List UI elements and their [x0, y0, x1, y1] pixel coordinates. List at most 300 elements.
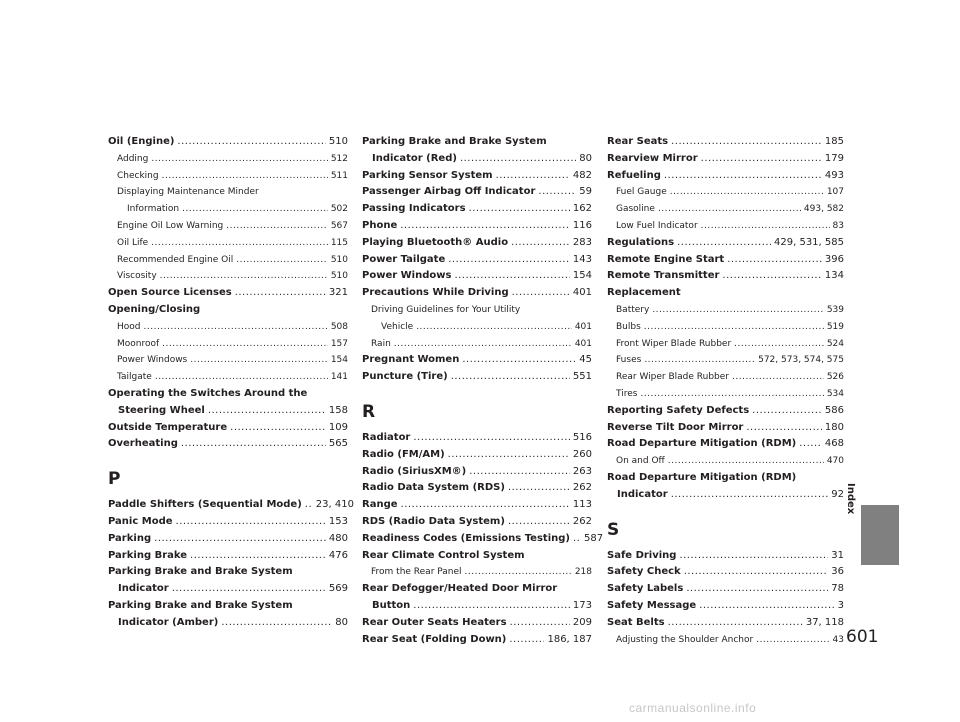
entry-term: Fuel Gauge — [616, 187, 667, 198]
index-subentry — [607, 453, 844, 470]
page-reference: 539 — [826, 304, 844, 315]
index-entry — [362, 615, 592, 632]
leader-dots — [679, 548, 828, 565]
entry-term: Replacement — [607, 287, 681, 299]
page-reference: 321 — [328, 287, 348, 299]
entry-term: Parking Brake and Brake System — [362, 136, 547, 147]
page-reference: 262 — [572, 515, 592, 527]
page-reference: 180 — [824, 421, 844, 433]
leader-dots — [460, 151, 576, 168]
entry-term: Tires — [616, 388, 638, 399]
entry-term: Tailgate — [117, 372, 152, 383]
entry-term: Seat Belts — [607, 616, 665, 628]
entry-term: Road Departure Mitigation (RDM) — [607, 438, 797, 450]
entry-term: Radio (FM/AM) — [362, 448, 445, 460]
entry-term: Puncture (Tire) — [362, 371, 448, 383]
page-reference: 587 — [583, 532, 604, 544]
leader-dots — [155, 369, 328, 386]
entry-term: Engine Oil Low Warning — [117, 220, 224, 231]
entry-term: Rear Defogger/Heated Door Mirror — [362, 583, 558, 595]
leader-dots — [154, 531, 326, 548]
page-reference: 476 — [328, 549, 348, 561]
entry-term-continued: Information — [127, 204, 180, 215]
index-entry — [607, 134, 844, 151]
entry-term-continued: Steering Wheel — [118, 404, 205, 416]
entry-term: Playing Bluetooth® Audio — [362, 236, 509, 248]
index-entry — [362, 480, 592, 497]
index-subentry — [607, 302, 844, 319]
leader-dots — [658, 201, 801, 218]
entry-term: Parking Brake and Brake System — [108, 566, 293, 578]
index-subentry — [607, 218, 844, 235]
index-entry — [607, 268, 844, 285]
entry-term: Power Windows — [117, 355, 188, 366]
page-reference: 260 — [572, 448, 592, 460]
entry-term: Passenger Airbag Off Indicator — [362, 186, 536, 198]
page-reference: 162 — [572, 203, 592, 215]
entry-term: Rear Seats — [607, 136, 669, 147]
leader-dots — [652, 302, 824, 319]
page-reference: 510 — [330, 271, 348, 282]
index-subentry — [607, 184, 844, 201]
index-entry — [108, 514, 348, 531]
entry-term-continued: Button — [372, 599, 411, 611]
index-entry — [108, 134, 348, 151]
entry-term: Radio Data System (RDS) — [362, 482, 505, 494]
entry-term: Reverse Tilt Door Mirror — [607, 421, 744, 433]
page-reference: 510 — [330, 254, 348, 265]
page-reference: 185 — [824, 136, 844, 147]
leader-dots — [677, 235, 771, 252]
page-reference: 565 — [328, 438, 348, 450]
page-reference: 83 — [832, 220, 844, 231]
leader-dots — [727, 252, 822, 269]
index-entry — [362, 285, 592, 302]
page-reference: 116 — [572, 219, 592, 231]
index-entry — [362, 369, 592, 386]
leader-dots — [509, 632, 544, 649]
index-column-2 — [362, 134, 604, 648]
page-reference: 209 — [572, 616, 592, 628]
entry-term: Refueling — [607, 169, 661, 181]
index-subentry — [607, 336, 844, 353]
index-entry — [362, 218, 592, 235]
leader-dots — [573, 531, 581, 548]
index-entry — [607, 168, 844, 185]
index-entry — [362, 531, 604, 548]
leader-dots — [176, 514, 326, 531]
index-entry — [362, 268, 592, 285]
leader-dots — [182, 201, 328, 218]
index-entry — [362, 632, 592, 649]
leader-dots — [671, 487, 829, 504]
page-reference: 23, 410 — [315, 499, 354, 511]
leader-dots — [162, 336, 328, 353]
page-reference: 508 — [330, 321, 348, 332]
entry-term-continued: Indicator (Amber) — [118, 616, 219, 628]
entry-term: Battery — [616, 304, 650, 315]
index-entry — [362, 548, 592, 565]
index-entry — [362, 134, 592, 168]
index-entry — [362, 252, 592, 269]
page-number: 601 — [846, 627, 879, 647]
leader-dots — [701, 151, 822, 168]
page-reference: 526 — [826, 372, 844, 383]
leader-dots — [508, 514, 570, 531]
index-entry — [362, 447, 592, 464]
leader-dots — [469, 201, 570, 218]
leader-dots — [664, 168, 822, 185]
entry-term: Recommended Engine Oil — [117, 254, 234, 265]
page-reference: 3 — [837, 599, 844, 611]
page-reference: 134 — [824, 270, 844, 282]
index-entry — [607, 470, 844, 504]
page-reference: 186, 187 — [547, 633, 592, 645]
leader-dots — [752, 403, 822, 420]
entry-term: Radio (SiriusXM®) — [362, 465, 467, 477]
leader-dots — [511, 235, 570, 252]
page-reference: 519 — [826, 321, 844, 332]
leader-dots — [465, 564, 572, 581]
leader-dots — [162, 168, 328, 185]
page-reference: 401 — [574, 321, 592, 332]
leader-dots — [699, 598, 834, 615]
index-entry — [362, 514, 592, 531]
entry-term: Parking Brake and Brake System — [108, 599, 293, 611]
page-reference: 43 — [832, 634, 844, 645]
index-subentry — [108, 218, 348, 235]
leader-dots — [144, 319, 328, 336]
entry-term: Safety Check — [607, 566, 681, 578]
leader-dots — [462, 352, 576, 369]
entry-term-continued: Vehicle — [381, 321, 414, 332]
entry-term-continued: Indicator — [118, 583, 169, 595]
entry-term: On and Off — [616, 456, 665, 467]
index-entry — [607, 235, 844, 252]
page-reference: 59 — [579, 186, 592, 198]
page-reference: 154 — [330, 355, 348, 366]
page-reference: 512 — [330, 153, 348, 164]
leader-dots — [235, 285, 326, 302]
index-entry — [607, 252, 844, 269]
index-entry — [362, 168, 592, 185]
entry-term: Rear Climate Control System — [362, 549, 525, 561]
leader-dots — [413, 430, 570, 447]
entry-term: Oil Life — [117, 237, 149, 248]
entry-term: Driving Guidelines for Your Utility — [371, 304, 521, 315]
page-reference: 154 — [572, 270, 592, 282]
page-reference: 401 — [572, 287, 592, 299]
index-subentry — [607, 369, 844, 386]
entry-term: Panic Mode — [108, 515, 173, 527]
entry-term: Parking Brake — [108, 549, 188, 561]
index-column-1 — [108, 134, 354, 632]
index-subentry — [108, 319, 348, 336]
entry-term: Range — [362, 499, 398, 511]
entry-term: Overheating — [108, 438, 178, 450]
entry-term: Adding — [117, 153, 149, 164]
leader-dots — [160, 268, 328, 285]
page-reference: 143 — [572, 253, 592, 265]
index-subentry — [108, 151, 348, 168]
page-reference: 551 — [572, 371, 592, 383]
page-reference: 262 — [572, 482, 592, 494]
page-reference: 78 — [831, 583, 844, 595]
index-entry — [362, 464, 592, 481]
index-entry — [607, 403, 844, 420]
index-subentry — [607, 319, 844, 336]
index-entry — [108, 548, 348, 565]
entry-term: Remote Engine Start — [607, 253, 725, 265]
leader-dots — [640, 386, 823, 403]
leader-dots — [668, 615, 803, 632]
leader-dots — [686, 581, 828, 598]
page-reference: 45 — [579, 354, 592, 366]
index-subentry — [108, 352, 348, 369]
entry-term: Viscosity — [117, 271, 157, 282]
page-reference: 158 — [328, 404, 348, 416]
page-reference: 218 — [574, 567, 592, 578]
page-reference: 31 — [831, 549, 844, 561]
entry-term: From the Rear Panel — [371, 567, 462, 578]
leader-dots — [416, 319, 572, 336]
leader-dots — [670, 184, 824, 201]
entry-term: Low Fuel Indicator — [616, 220, 698, 231]
leader-dots — [181, 436, 326, 453]
page-reference: 482 — [572, 169, 592, 181]
leader-dots — [208, 403, 326, 420]
leader-dots — [538, 184, 576, 201]
leader-dots — [701, 218, 830, 235]
entry-term: Parking Sensor System — [362, 169, 493, 181]
page-reference: 179 — [824, 152, 844, 164]
page-reference: 107 — [826, 187, 844, 198]
leader-dots — [190, 548, 326, 565]
entry-term: Bulbs — [616, 321, 641, 332]
page-reference: 113 — [572, 499, 592, 511]
leader-dots — [722, 268, 821, 285]
index-entry — [607, 564, 844, 581]
leader-dots — [400, 218, 570, 235]
page-reference: 470 — [826, 456, 844, 467]
side-tab-label: Index — [845, 483, 856, 515]
leader-dots — [401, 497, 570, 514]
page-reference: 502 — [330, 204, 348, 215]
index-entry — [607, 598, 844, 615]
index-subentry — [362, 564, 592, 581]
page-reference: 586 — [824, 404, 844, 416]
entry-term: Gasoline — [616, 204, 655, 215]
index-subentry — [607, 352, 844, 369]
index-entry — [607, 615, 844, 632]
entry-term: Oil (Engine) — [108, 136, 175, 147]
page-reference: 396 — [824, 253, 844, 265]
index-entry — [108, 420, 348, 437]
entry-term: Moonroof — [117, 338, 160, 349]
index-entry — [607, 420, 844, 437]
entry-term: Safety Labels — [607, 583, 684, 595]
leader-dots — [512, 285, 570, 302]
entry-term: Rear Outer Seats Heaters — [362, 616, 507, 628]
page-reference: 401 — [574, 338, 592, 349]
index-subentry — [362, 336, 592, 353]
leader-dots — [454, 268, 569, 285]
entry-term: Hood — [117, 321, 141, 332]
page-reference: 153 — [328, 515, 348, 527]
entry-term: Safe Driving — [607, 549, 677, 561]
entry-term: Power Windows — [362, 270, 452, 282]
entry-term: Rearview Mirror — [607, 152, 698, 164]
index-subentry — [607, 386, 844, 403]
entry-term: Open Source Licenses — [108, 287, 232, 299]
entry-term: Regulations — [607, 236, 675, 248]
page-reference: 109 — [328, 421, 348, 433]
leader-dots — [746, 420, 822, 437]
leader-dots — [448, 252, 570, 269]
leader-dots — [644, 319, 824, 336]
entry-term: Precautions While Driving — [362, 287, 509, 299]
page-reference: 141 — [330, 372, 348, 383]
leader-dots — [151, 235, 328, 252]
leader-dots — [684, 564, 829, 581]
leader-dots — [221, 615, 332, 632]
leader-dots — [151, 151, 327, 168]
page-reference: 524 — [826, 338, 844, 349]
entry-term: Pregnant Women — [362, 354, 460, 366]
leader-dots — [236, 252, 328, 269]
leader-dots — [230, 420, 326, 437]
index-entry — [108, 564, 348, 598]
index-entry — [362, 430, 592, 447]
entry-term: Paddle Shifters (Sequential Mode) — [108, 499, 302, 511]
leader-dots — [668, 453, 824, 470]
entry-term: Operating the Switches Around the — [108, 387, 308, 399]
leader-dots — [732, 369, 824, 386]
index-entry — [607, 151, 844, 168]
page-reference: 534 — [826, 388, 844, 399]
entry-term: Rear Wiper Blade Rubber — [616, 372, 729, 383]
index-subentry — [108, 252, 348, 269]
index-entry — [362, 581, 592, 615]
page-reference: 567 — [330, 220, 348, 231]
leader-dots — [190, 352, 328, 369]
index-subentry — [108, 336, 348, 353]
section-letter: P — [108, 469, 121, 490]
leader-dots — [734, 336, 824, 353]
page-reference: 80 — [335, 616, 348, 628]
page-reference: 283 — [572, 236, 592, 248]
page-reference: 157 — [330, 338, 348, 349]
entry-term: Power Tailgate — [362, 253, 446, 265]
leader-dots — [496, 168, 570, 185]
watermark: carmanualsonline.info — [629, 701, 757, 715]
leader-dots — [451, 369, 570, 386]
entry-term: Radiator — [362, 431, 411, 443]
index-subentry — [362, 302, 592, 336]
entry-term: Checking — [117, 170, 159, 181]
page-reference: 173 — [572, 599, 592, 611]
page-reference: 572, 573, 574, 575 — [758, 355, 844, 366]
entry-term: Front Wiper Blade Rubber — [616, 338, 732, 349]
page-reference: 92 — [831, 488, 844, 500]
leader-dots — [177, 134, 325, 151]
page-reference: 429, 531, 585 — [774, 236, 844, 248]
leader-dots — [305, 497, 313, 514]
index-subentry — [108, 168, 348, 185]
index-entry — [108, 302, 348, 319]
page-reference: 510 — [328, 136, 348, 147]
entry-term: Adjusting the Shoulder Anchor — [616, 634, 754, 645]
entry-term: Safety Message — [607, 599, 697, 611]
index-entry — [607, 581, 844, 598]
page-reference: 80 — [579, 152, 592, 164]
leader-dots — [644, 352, 755, 369]
entry-term: Parking — [108, 532, 152, 544]
index-entry — [108, 386, 348, 420]
page-reference: 493, 582 — [803, 204, 844, 215]
page-reference: 37, 118 — [805, 616, 844, 628]
entry-term: Remote Transmitter — [607, 270, 720, 282]
page-reference: 516 — [572, 431, 592, 443]
leader-dots — [756, 632, 829, 649]
section-letter: S — [607, 519, 620, 540]
entry-term: Opening/Closing — [108, 303, 201, 315]
entry-term: Road Departure Mitigation (RDM) — [607, 471, 797, 483]
index-entry — [108, 285, 348, 302]
index-column-3 — [607, 134, 844, 648]
page-reference: 480 — [328, 532, 348, 544]
entry-term: Displaying Maintenance Minder — [117, 187, 259, 198]
leader-dots — [799, 436, 822, 453]
index-subentry — [607, 632, 844, 649]
leader-dots — [510, 615, 570, 632]
leader-dots — [394, 336, 572, 353]
page-reference: 493 — [824, 169, 844, 181]
index-entry — [362, 497, 592, 514]
entry-term: Rear Seat (Folding Down) — [362, 633, 507, 645]
index-entry — [362, 201, 592, 218]
section-letter: R — [362, 401, 376, 422]
index-subentry — [108, 184, 348, 218]
entry-term: Fuses — [616, 355, 642, 366]
leader-dots — [413, 598, 570, 615]
index-entry — [362, 235, 592, 252]
index-entry — [108, 531, 348, 548]
leader-dots — [671, 134, 822, 151]
leader-dots — [172, 581, 326, 598]
leader-dots — [226, 218, 328, 235]
index-subentry — [607, 201, 844, 218]
entry-term: Outside Temperature — [108, 421, 228, 433]
leader-dots — [448, 447, 570, 464]
entry-term: RDS (Radio Data System) — [362, 515, 505, 527]
index-side-tab — [861, 505, 899, 565]
entry-term: Phone — [362, 219, 398, 231]
page-reference: 511 — [330, 170, 348, 181]
entry-term-continued: Indicator (Red) — [372, 152, 457, 164]
index-entry — [108, 598, 348, 632]
index-entry — [607, 436, 844, 453]
page-reference: 36 — [831, 566, 844, 578]
leader-dots — [508, 480, 570, 497]
index-subentry — [108, 235, 348, 252]
index-entry — [607, 285, 844, 302]
index-entry — [607, 548, 844, 565]
entry-term: Passing Indicators — [362, 203, 466, 215]
page-reference: 468 — [824, 438, 844, 450]
index-entry — [108, 436, 348, 453]
index-entry — [362, 184, 592, 201]
